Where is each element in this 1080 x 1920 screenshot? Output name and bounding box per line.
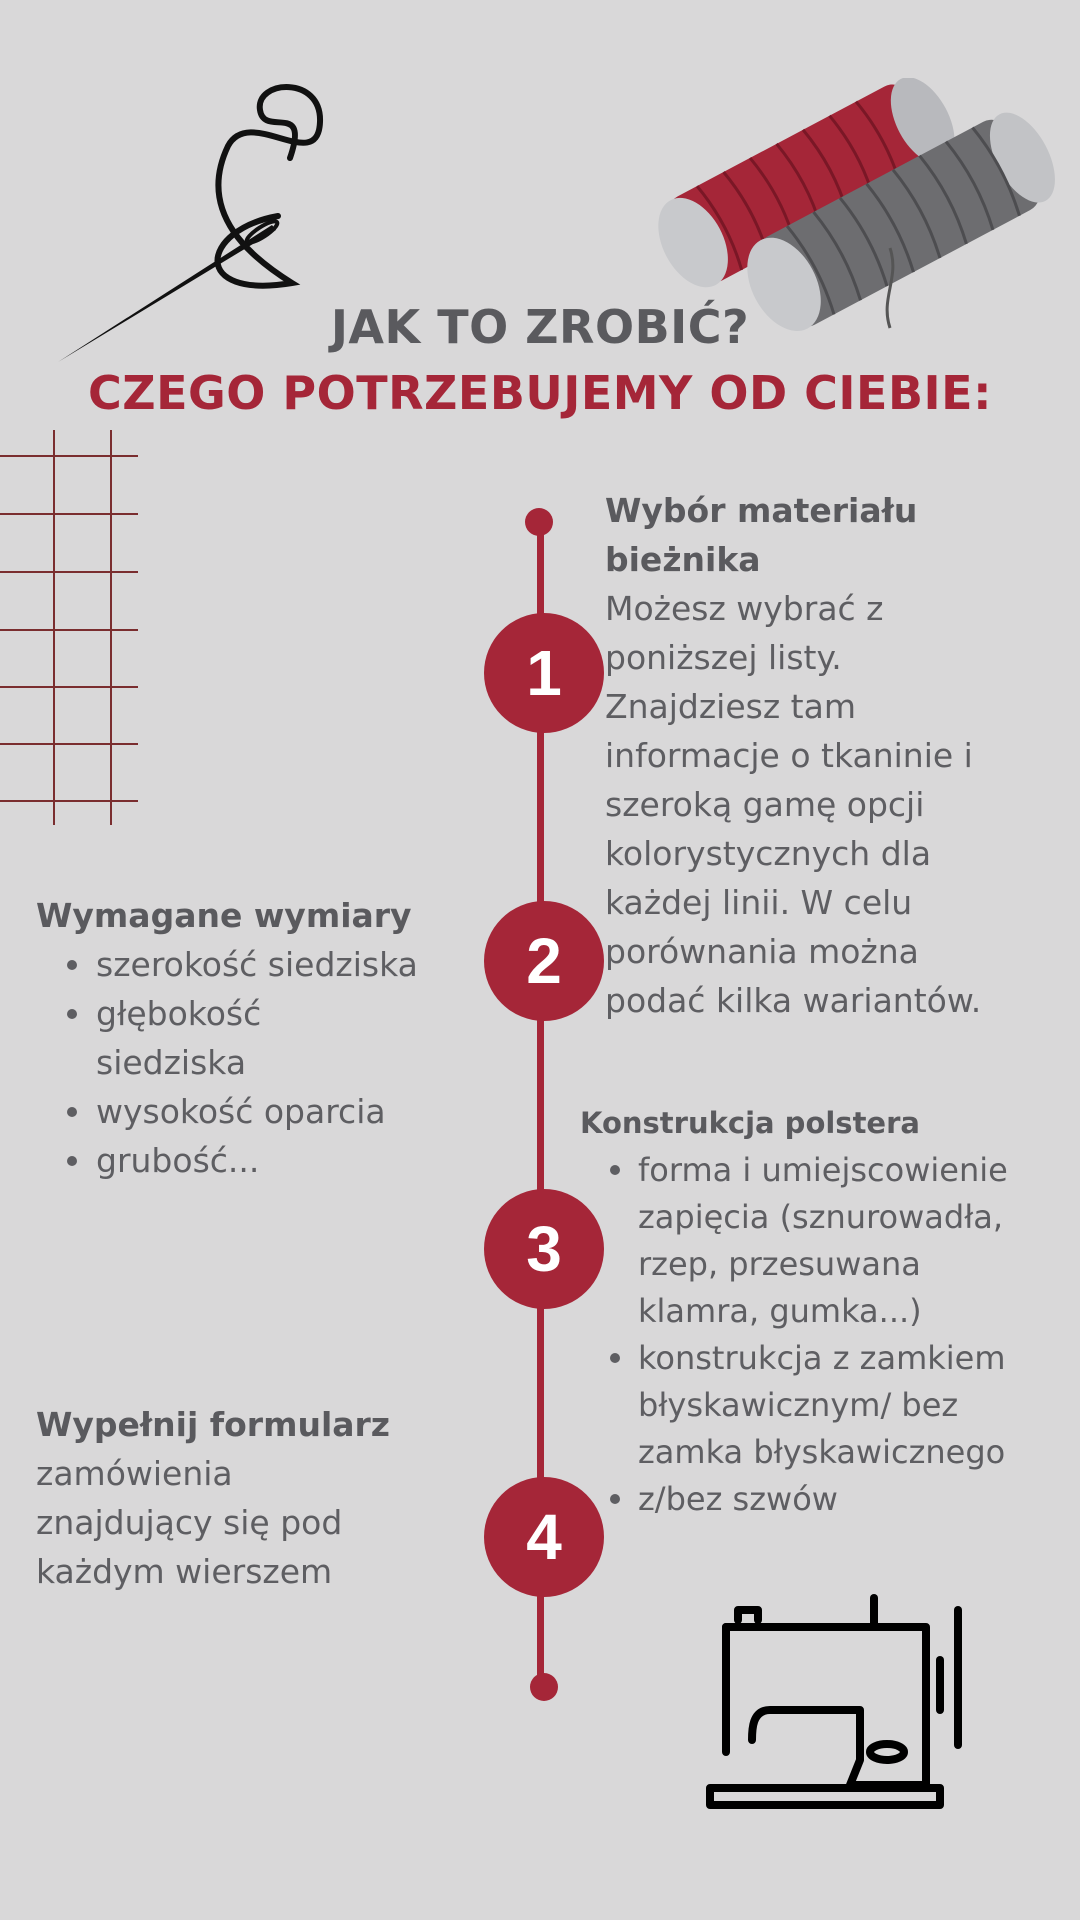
timeline-start-dot [525,508,553,536]
step-4-content: Wypełnij formularz zamówienia znajdujący się pod każdym wierszem [36,1400,456,1596]
step-3-content [580,1101,1075,1523]
step-4-title: Wypełnij formularz [36,1405,391,1444]
step-2-marker: 2 [484,901,604,1021]
list-item: z/bez szwów [580,1476,1075,1523]
list-item: grubość... [36,1136,466,1185]
thread-spools-icon [640,78,1060,338]
step-1-content [605,486,1075,1025]
timeline-end-dot [530,1673,558,1701]
list-item: wysokość oparcia [36,1087,466,1136]
sewing-machine-icon [690,1590,970,1810]
step-3-marker: 3 [484,1189,604,1309]
step-2-content [36,891,466,1185]
step-2-list [36,940,466,1185]
list-item: konstrukcja z zamkiem błyskawicznym/ bez zamka błyskawicznego [580,1335,1075,1476]
step-1-text: Możesz wybrać z poniższej listy. Znajdziesz tam informacje o tkaninie i szeroką gamę opcji kolorystycznych dla każdej linii. W celu porównania można podać kilka wariantów. [605,589,982,1020]
list-item: szerokość siedziska [36,940,466,989]
step-1-marker: 1 [484,613,604,733]
step-3-list [580,1147,1075,1523]
page-title: JAK TO ZROBIĆ? [330,300,750,354]
step-3-title: Konstrukcja polstera [580,1106,920,1140]
step-2-title: Wymagane wymiary [36,896,412,935]
step-4-marker: 4 [484,1477,604,1597]
page-subtitle: CZEGO POTRZEBUJEMY OD CIEBIE: [88,366,992,420]
grid-pattern [0,430,140,825]
list-item: forma i umiejscowienie zapięcia (sznurowadła, rzep, przesuwana klamra, gumka...) [580,1147,1075,1335]
step-1-title: Wybór materiału bieżnika [605,491,918,579]
list-item: głębokość siedziska [36,989,466,1087]
